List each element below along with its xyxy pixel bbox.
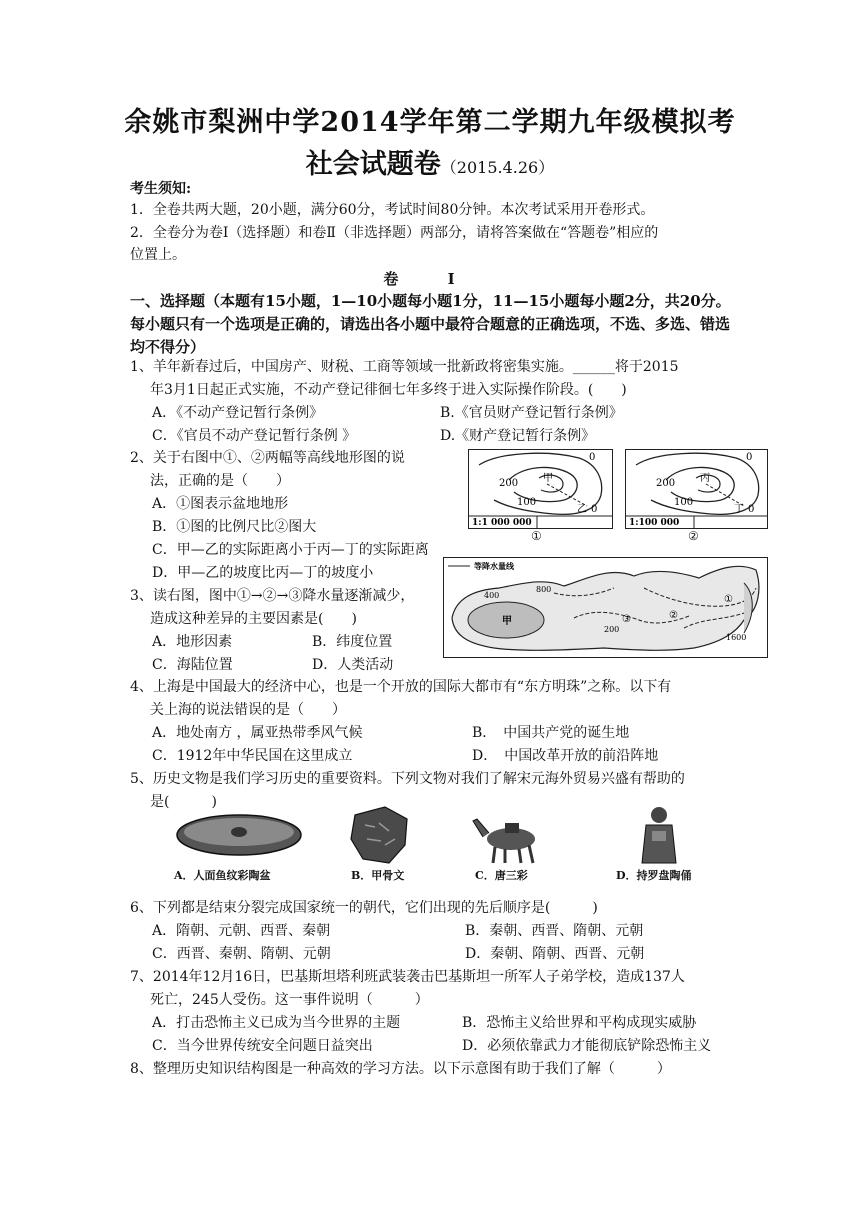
q2-option-d: D．甲—乙的坡度比丙—丁的坡度小 [152,565,374,581]
artifact-b-caption: B．甲骨文 [351,869,405,882]
artifact-a-caption: A．人面鱼纹彩陶盆 [174,869,271,882]
point-3: ③ [622,614,631,625]
artifact-d-caption: D．持罗盘陶俑 [616,869,692,882]
contour-map-2-drawing [626,450,767,528]
question-4-stem: 4、上海是中国最大的经济中心，也是一个开放的国际大都市有“东方明珠”之称。以下有 [130,679,672,695]
artifact-tang-sancai [465,805,555,885]
q3-option-b: B．纬度位置 [312,634,393,650]
artifact-c-caption: C．唐三彩 [475,869,528,882]
q3-option-a: A．地形因素 [152,634,233,650]
map1-number: ① [531,529,542,543]
map1-scale: 1:1 000 000 [472,518,532,528]
precipitation-map-drawing [444,558,767,657]
q6-option-d: D．秦朝、隋朝、西晋、元朝 [465,946,645,962]
map2-contour-200: 200 [656,478,676,489]
q7-option-c: C．当今世界传统安全问题日益突出 [152,1038,373,1054]
q6-option-a: A．隋朝、元朝、西晋、秦朝 [152,923,331,939]
contour-map-1 [468,449,613,543]
notice-item-2: 2．全卷分为卷Ⅰ（选择题）和卷Ⅱ（非选择题）两部分，请将答案做在“答题卷”相应的 [130,225,659,241]
map-label-jia: 甲 [502,616,512,627]
q4-option-a: A．地处南方 ，属亚热带季风气候 [152,725,363,741]
exam-subtitle [0,142,860,181]
q6-option-c: C．西晋、秦朝、隋朝、元朝 [152,946,331,962]
compass-figurine-image [624,805,694,867]
map1-contour-100: 100 [517,497,537,508]
notice-item-1: 1．全卷共两大题，20小题，满分60分，考试时间80分钟。本次考试采用开卷形式。 [130,202,655,218]
q3-option-c: C．海陆位置 [152,657,233,673]
map2-contour-100: 100 [674,497,694,508]
exam-title: 余姚市梨洲中学2014学年第二学期九年级模拟考 [124,107,736,138]
question-1-stem: 1、羊年新春过后，中国房产、财税、工商等领域一批新政将密集实施。______将于2015 [130,359,679,375]
q7-option-a: A．打击恐怖主义已成为当今世界的主题 [152,1015,401,1031]
q1-option-d: D.《财产登记暂行条例》 [440,428,596,444]
question-3-stem: 3、读右图，图中①→②→③降水量逐渐减少， [130,588,415,604]
map2-contour-0a: 0 [746,452,753,463]
question-7-stem: 7、2014年12月16日，巴基斯坦塔利班武装袭击巴基斯坦一所军人子弟学校，造成137人 [130,969,685,985]
question-7-stem-cont: 死亡，245人受伤。这一事件说明（ ） [150,992,429,1008]
map1-point-yi: 乙 [577,504,587,515]
notice-item-2-cont: 位置上。 [130,247,186,263]
map1-contour-0b: 0 [591,504,598,515]
map2-scale: 1:100 000 [629,518,680,528]
subtitle-text: 社会试题卷 [305,149,441,180]
map1-contour-0a: 0 [589,452,596,463]
exam-date: （2015.4.26） [440,158,555,177]
map2-contour-0b: 0 [748,504,755,515]
q7-option-d: D．必须依靠武力才能彻底铲除恐怖主义 [462,1038,712,1054]
map2-number: ② [688,529,699,543]
q3-option-d: D．人类活动 [312,657,394,673]
q2-option-c: C．甲—乙的实际距离小于丙—丁的实际距离 [152,542,429,558]
artifact-compass-figurine [612,805,712,885]
section-heading-line2: 每小题只有一个选项是正确的，请选出各小题中最符合题意的正确选项，不选、多选、错选 [130,315,731,333]
q2-option-a: A．①图表示盆地地形 [152,496,289,512]
point-1: ① [724,594,733,605]
contour-map-2 [625,449,768,543]
question-4-stem-cont: 关上海的说法错误的是（ ） [150,702,346,718]
section-label: 卷 Ⅰ [383,270,477,288]
question-5-stem-cont: 是( ) [150,794,217,810]
map-legend: 等降水量线 [474,561,514,571]
map1-contour-200: 200 [499,478,519,489]
iso-800: 800 [536,585,552,594]
question-6-stem: 6、下列都是结束分裂完成国家统一的朝代，它们出现的先后顺序是( ) [130,900,598,916]
q6-option-b: B．秦朝、西晋、隋朝、元朝 [465,923,644,939]
question-5-stem: 5、历史文物是我们学习历史的重要资料。下列文物对我们了解宋元海外贸易兴盛有帮助的 [130,771,685,787]
map1-point-jia: 甲 [543,473,553,484]
q1-option-b: B.《官员财产登记暂行条例》 [440,405,623,421]
precipitation-map [443,557,768,658]
map2-point-bing: 丙 [700,473,710,484]
map2-point-ding: 丁 [734,504,744,515]
question-3-stem-cont: 造成这种差异的主要因素是( ) [150,611,357,627]
tang-sancai-image [465,805,555,867]
q1-option-c: C．《官员不动产登记暂行条例 》 [152,428,357,444]
iso-1600: 1600 [726,633,747,642]
q7-option-b: B．恐怖主义给世界和平构成现实威胁 [462,1015,697,1031]
pottery-basin-image [172,805,307,867]
question-2-stem: 2、关于右图中①、②两幅等高线地形图的说 [130,450,405,466]
section-heading-line1: 一、选择题（本题有15小题，1—10小题每小题1分，11—15小题每小题2分，共20分。 [130,292,731,310]
artifact-pottery-basin [172,805,307,885]
oracle-bone-image [345,805,415,867]
q4-option-b: B． 中国共产党的诞生地 [472,725,630,741]
question-1-stem-cont: 年3月1日起正式实施，不动产登记徘徊七年多终于进入实际操作阶段。( ) [150,382,627,398]
notice-heading: 考生须知: [130,181,192,197]
q2-option-b: B．①图的比例尺比②图大 [152,519,317,535]
point-2: ② [669,610,678,621]
section-heading-line3: 均不得分） [130,338,206,356]
q4-option-c: C．1912年中华民国在这里成立 [152,748,353,764]
iso-400: 400 [484,591,500,600]
contour-map-1-drawing [469,450,612,528]
iso-200: 200 [604,625,620,634]
artifact-oracle-bone [345,805,425,885]
q4-option-d: D． 中国改革开放的前沿阵地 [472,748,659,764]
question-2-stem-cont: 法，正确的是（ ） [150,473,290,489]
question-8-stem: 8、整理历史知识结构图是一种高效的学习方法。以下示意图有助于我们了解（ ） [130,1061,671,1077]
q1-option-a: A．《不动产登记暂行条例》 [152,405,324,421]
